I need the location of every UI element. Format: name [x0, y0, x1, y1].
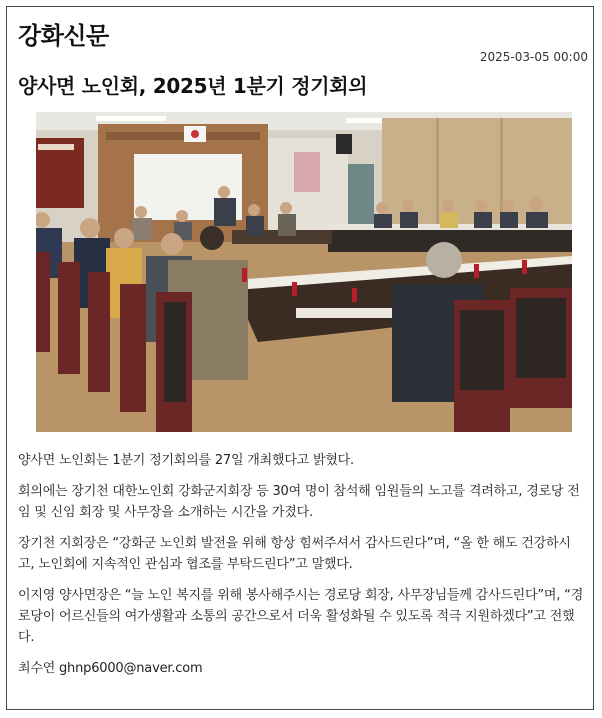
article-paragraph: 양사면 노인회는 1분기 정기회의를 27일 개최했다고 밝혔다. — [18, 453, 354, 468]
article-body — [18, 450, 586, 689]
article-paragraph: 회의에는 장기천 대한노인회 강화군지회장 등 30여 명이 참석해 임원들의 노고를 격려하고, 경로당 전임 및 신임 회장 및 사무장을 소개하는 시간을 가졌다. — [18, 484, 580, 520]
article-photo — [36, 112, 572, 432]
article-paragraph: 이지영 양사면장은 “늘 노인 복지를 위해 봉사해주시는 경로당 회장, 사무장님들께 감사드린다”며, “경로당이 어르신들의 여가생활과 소통의 공간으로서 더욱 활성화될 수 있도록 적극 지원하겠다”고 전했다. — [18, 588, 584, 645]
publication-name[interactable]: 강화신문 — [18, 22, 109, 50]
article-byline: 최수연 ghnp6000@naver.com — [18, 661, 203, 676]
article-headline: 양사면 노인회, 2025년 1분기 정기회의 — [18, 74, 368, 98]
article-paragraph: 장기천 지회장은 “강화군 노인회 발전을 위해 항상 힘써주셔서 감사드린다”며, “올 한 해도 건강하시고, 노인회에 지속적인 관심과 협조를 부탁드린다”고 말했다. — [18, 536, 571, 572]
publish-date: 2025-03-05 00:00 — [479, 50, 588, 64]
